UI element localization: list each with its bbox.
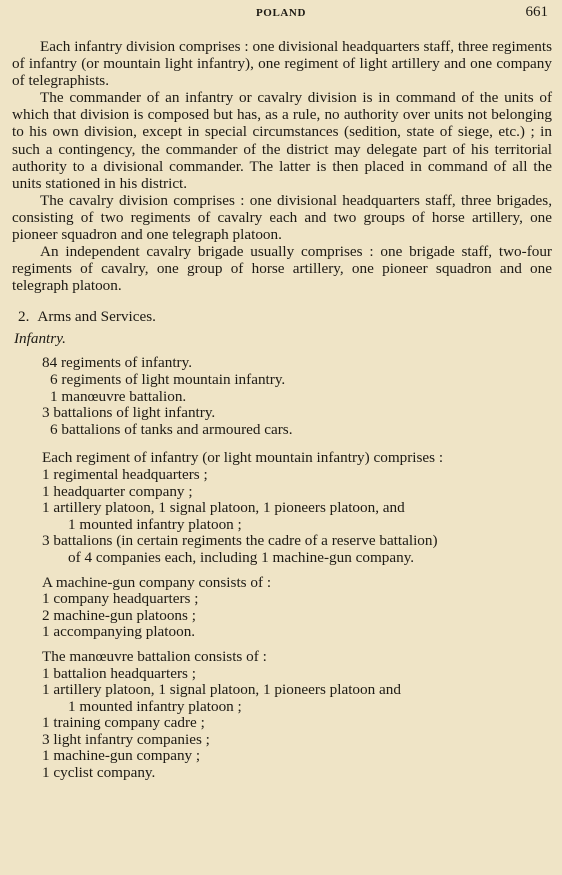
manoeuvre-battalion-composition (42, 649, 552, 782)
paragraph-cavalry-division: The cavalry division comprises : one divisional headquarters staff, three brigades, consisting of two regiments of cavalry each and two groups of horse artillery, one pioneer squadron and one telegraph platoon. (12, 191, 552, 244)
section-number: 2. (18, 308, 30, 326)
infantry-units-list (42, 355, 552, 438)
paragraph-divisional-command: The commander of an infantry or cavalry division is in command of the units of which that division is composed but has, as a rule, no authority over units not belonging to his own division, except in special circumstances (sedition, state of siege, etc.) ; in such a contingency, the commander of the district may delegate part of his territorial authority to a divisional commander. The latter is then placed in command of all the units stationed in his district. (12, 89, 552, 192)
page-number: 661 (525, 4, 548, 20)
list-item: 84 regiments of infantry. (42, 354, 193, 372)
list-item: 3 battalions (in certain regiments the cadre of a reserve battalion) (42, 532, 438, 550)
list-item: 3 battalions of light infantry. (42, 404, 216, 422)
list-item: 1 manœuvre battalion. (50, 387, 187, 405)
list-item: 1 machine-gun company ; (42, 747, 201, 765)
list-item: 1 battalion headquarters ; (42, 664, 196, 682)
list-item: 1 cyclist company. (42, 764, 156, 782)
list-item: 2 machine-gun platoons ; (42, 606, 196, 624)
mg-company-composition (42, 575, 552, 641)
list-item: 1 accompanying platoon. (42, 623, 196, 641)
list-item: 1 artillery platoon, 1 signal platoon, 1 pioneers platoon, and (42, 499, 405, 517)
list-item: 3 light infantry companies ; (42, 730, 210, 748)
list-item-continuation: of 4 companies each, including 1 machine-gun company. (68, 548, 415, 566)
list-item: 1 artillery platoon, 1 signal platoon, 1 pioneers platoon and (42, 681, 401, 699)
list-intro: A machine-gun company consists of : (42, 573, 272, 591)
section-title: Arms and Services. (37, 308, 156, 326)
section-heading (12, 307, 552, 327)
list-item: 6 regiments of light mountain infantry. (50, 371, 286, 388)
paragraph-infantry-division: Each infantry division comprises : one divisional headquarters staff, three regiments of infantry (or mountain light infantry), one regiment of light artillery and one company of telegraphists. (12, 38, 552, 90)
list-item-continuation: 1 mounted infantry platoon ; (68, 697, 242, 715)
subsection-heading: Infantry. (14, 330, 66, 348)
list-item: 1 company headquarters ; (42, 590, 199, 608)
list-item: 1 training company cadre ; (42, 714, 205, 732)
list-item: 1 headquarter company ; (42, 482, 193, 500)
running-head: POLAND (255, 7, 307, 19)
page-header (0, 4, 562, 27)
list-item-continuation: 1 mounted infantry platoon ; (68, 515, 242, 533)
regiment-composition (42, 450, 552, 566)
list-intro: Each regiment of infantry (or light mountain infantry) comprises : (42, 449, 444, 467)
list-item: 6 battalions of tanks and armoured cars. (50, 420, 293, 438)
list-intro: The manœuvre battalion consists of : (42, 647, 267, 665)
paragraph-cavalry-brigade: An independent cavalry brigade usually comprises : one brigade staff, two-four regiments of cavalry, one group of horse artillery, one pioneer squadron and one telegraph platoon. (12, 243, 552, 295)
page-body (12, 38, 552, 782)
list-item: 1 regimental headquarters ; (42, 465, 208, 483)
